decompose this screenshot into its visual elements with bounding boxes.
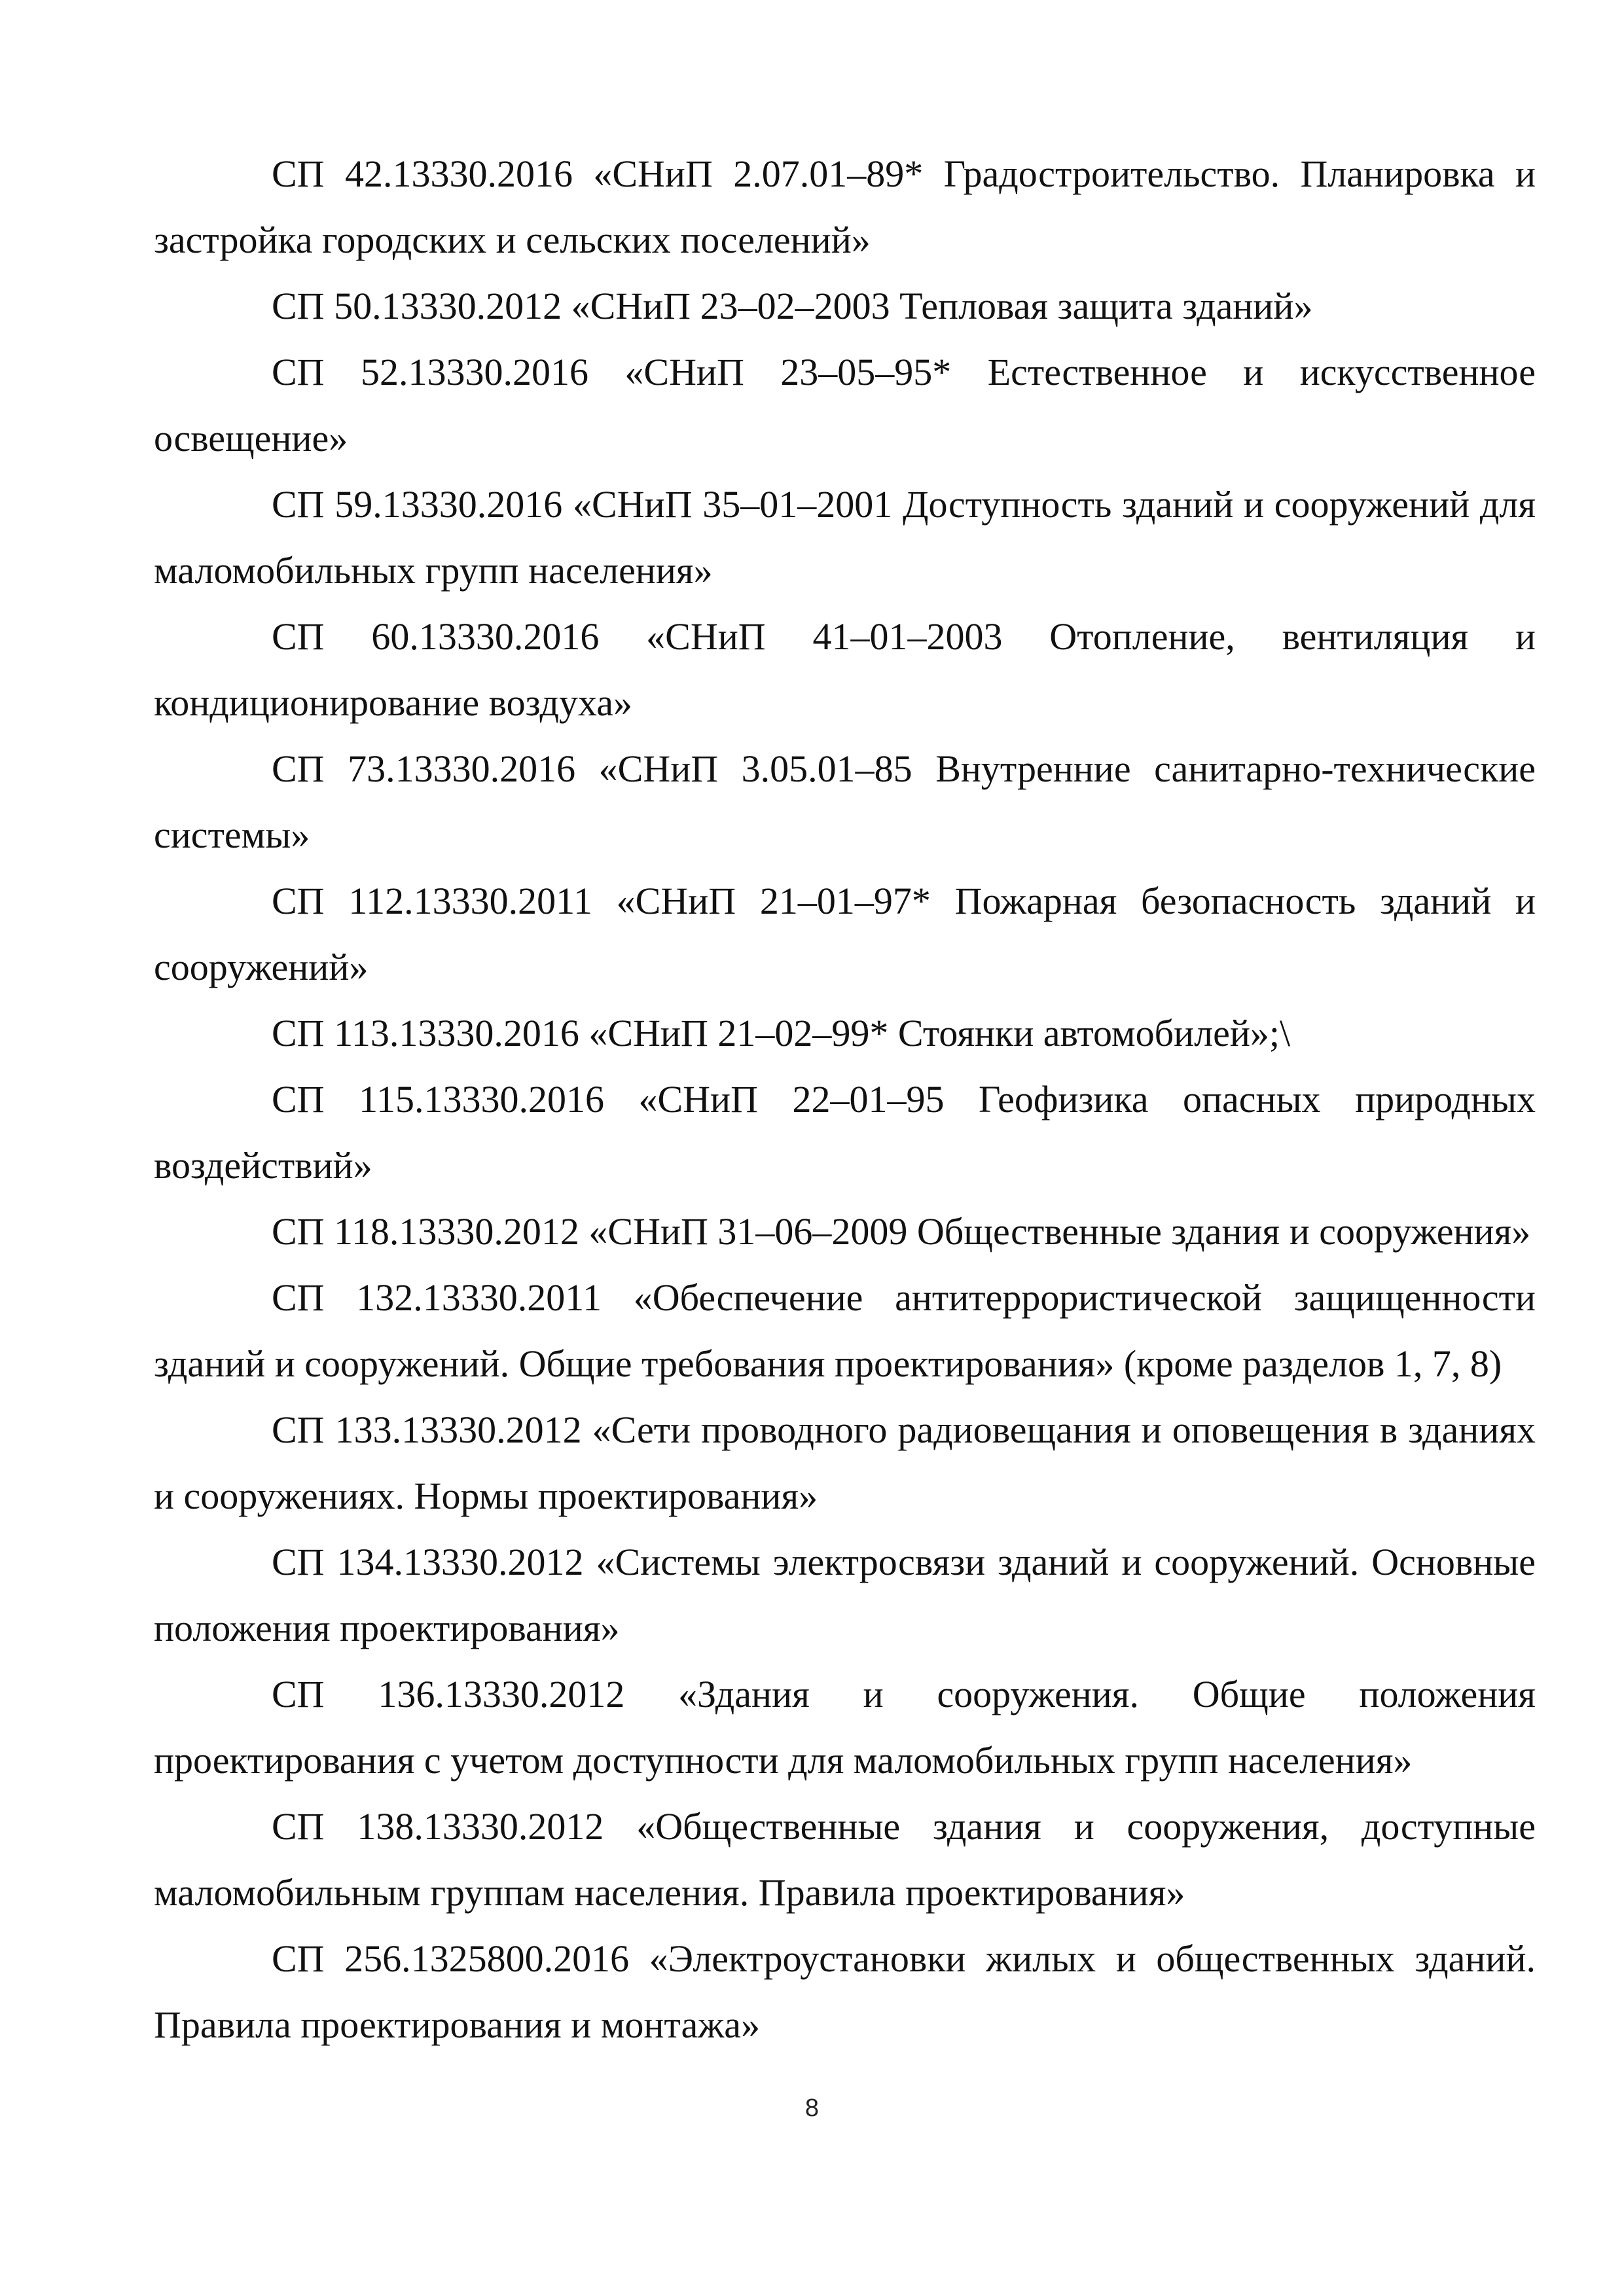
list-item: СП 113.13330.2016 «СНиП 21–02–99* Стоянки автомобилей»;\ [272,1012,1291,1054]
list-item: СП 256.1325800.2016 «Электроустановки жилых и общественных зданий. Правила проектирования и монтажа» [154,1937,1536,2046]
list-item: СП 50.13330.2012 «СНиП 23–02–2003 Тепловая защита зданий» [272,285,1313,327]
list-item: СП 59.13330.2016 «СНиП 35–01–2001 Доступность зданий и сооружений для маломобильных групп населения» [154,483,1536,592]
list-item: СП 132.13330.2011 «Обеспечение антитеррористической защищенности зданий и сооружений. Общие требования проектирования» (кроме разделов 1, 7, 8) [154,1276,1536,1385]
list-item: СП 118.13330.2012 «СНиП 31–06–2009 Общественные здания и сооружения» [272,1210,1531,1253]
list-item: СП 115.13330.2016 «СНиП 22–01–95 Геофизика опасных природных воздействий» [154,1078,1536,1187]
list-item: СП 112.13330.2011 «СНиП 21–01–97* Пожарная безопасность зданий и сооружений» [154,880,1536,988]
list-item: СП 134.13330.2012 «Системы электросвязи зданий и сооружений. Основные положения проектирования» [154,1541,1536,1649]
page-number: 8 [804,2094,820,2122]
list-item: СП 60.13330.2016 «СНиП 41–01–2003 Отопление, вентиляция и кондиционирование воздуха» [154,615,1536,724]
standards-list [154,141,1536,2058]
list-item: СП 133.13330.2012 «Сети проводного радиовещания и оповещения в зданиях и сооружениях. Нормы проектирования» [154,1408,1536,1517]
list-item: СП 138.13330.2012 «Общественные здания и сооружения, доступные маломобильным группам населения. Правила проектирования» [154,1805,1536,1914]
list-item: СП 42.13330.2016 «СНиП 2.07.01–89* Градостроительство. Планировка и застройка городских и сельских поселений» [154,152,1536,261]
list-item: СП 73.13330.2016 «СНиП 3.05.01–85 Внутренние санитарно-технические системы» [154,747,1536,856]
list-item: СП 52.13330.2016 «СНиП 23–05–95* Естественное и искусственное освещение» [154,351,1536,459]
list-item: СП 136.13330.2012 «Здания и сооружения. Общие положения проектирования с учетом доступности для маломобильных групп населения» [154,1673,1536,1782]
